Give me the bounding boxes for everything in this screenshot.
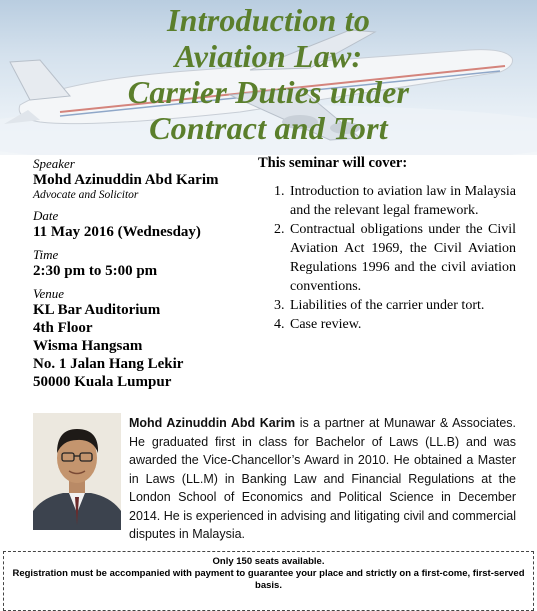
topic-number: 4. [274,317,285,332]
registration-notice [3,551,534,611]
speaker-bio [129,414,516,544]
event-details [33,156,258,391]
venue-line: Wisma Hangsam [33,338,143,354]
title-line: Carrier Duties under [127,74,410,110]
venue-line: 4th Floor [33,320,93,336]
title-line: Introduction to [166,2,371,38]
date-label: Date [33,208,59,223]
speaker-name: Mohd Azinuddin Abd Karim [33,172,219,188]
title-line: Aviation Law: [174,38,363,74]
venue-line: No. 1 Jalan Hang Lekir [33,356,184,372]
topic-text: Contractual obligations under the Civil Aviation Act 1969, the Civil Aviation Regulations 1996 and the civil aviation conventions. [290,222,516,294]
seminar-topics [258,154,516,334]
speaker-label: Speaker [33,156,75,171]
title-line: Contract and Tort [149,110,388,146]
topic-item [258,220,516,296]
venue-line: 50000 Kuala Lumpur [33,374,172,390]
topic-item [258,182,516,220]
bio-name: Mohd Azinuddin Abd Karim [129,416,296,430]
registration-terms: Registration must be accompanied with payment to guarantee your place and strictly on a first-come, first-served basis. [12,568,525,591]
seminar-title [0,2,537,146]
topic-number: 1. [274,184,285,199]
time-label: Time [33,247,59,262]
date-value: 11 May 2016 (Wednesday) [33,224,201,240]
title-banner [0,0,537,155]
topic-number: 2. [274,222,285,237]
topics-heading: This seminar will cover: [258,155,408,171]
time-value: 2:30 pm to 5:00 pm [33,263,158,279]
topic-text: Liabilities of the carrier under tort. [290,298,485,313]
seats-notice: Only 150 seats available. [212,556,325,567]
speaker-portrait-illustration [33,413,121,530]
topic-text: Introduction to aviation law in Malaysia and the relevant legal framework. [290,184,516,218]
topic-item [258,315,516,334]
topic-text: Case review. [290,317,362,332]
venue-label: Venue [33,286,65,301]
speaker-role: Advocate and Solicitor [33,189,139,201]
topics-list [258,182,516,334]
topic-item [258,296,516,315]
topic-number: 3. [274,298,285,313]
bio-text: is a partner at Munawar & Associates. He graduated first in class for Bachelor of Laws (LL.B) and was awarded the Vice-Chancellor’s Award in 2010. He obtained a Master in Laws (LL.M) in Banking Law and Financial Regulations at the London School of Economics and Political Science in December 2014. He is experienced in advising and litigating civil and commercial disputes in Malaysia. [129,416,517,541]
venue-line: KL Bar Auditorium [33,302,161,318]
speaker-photo [33,413,121,530]
